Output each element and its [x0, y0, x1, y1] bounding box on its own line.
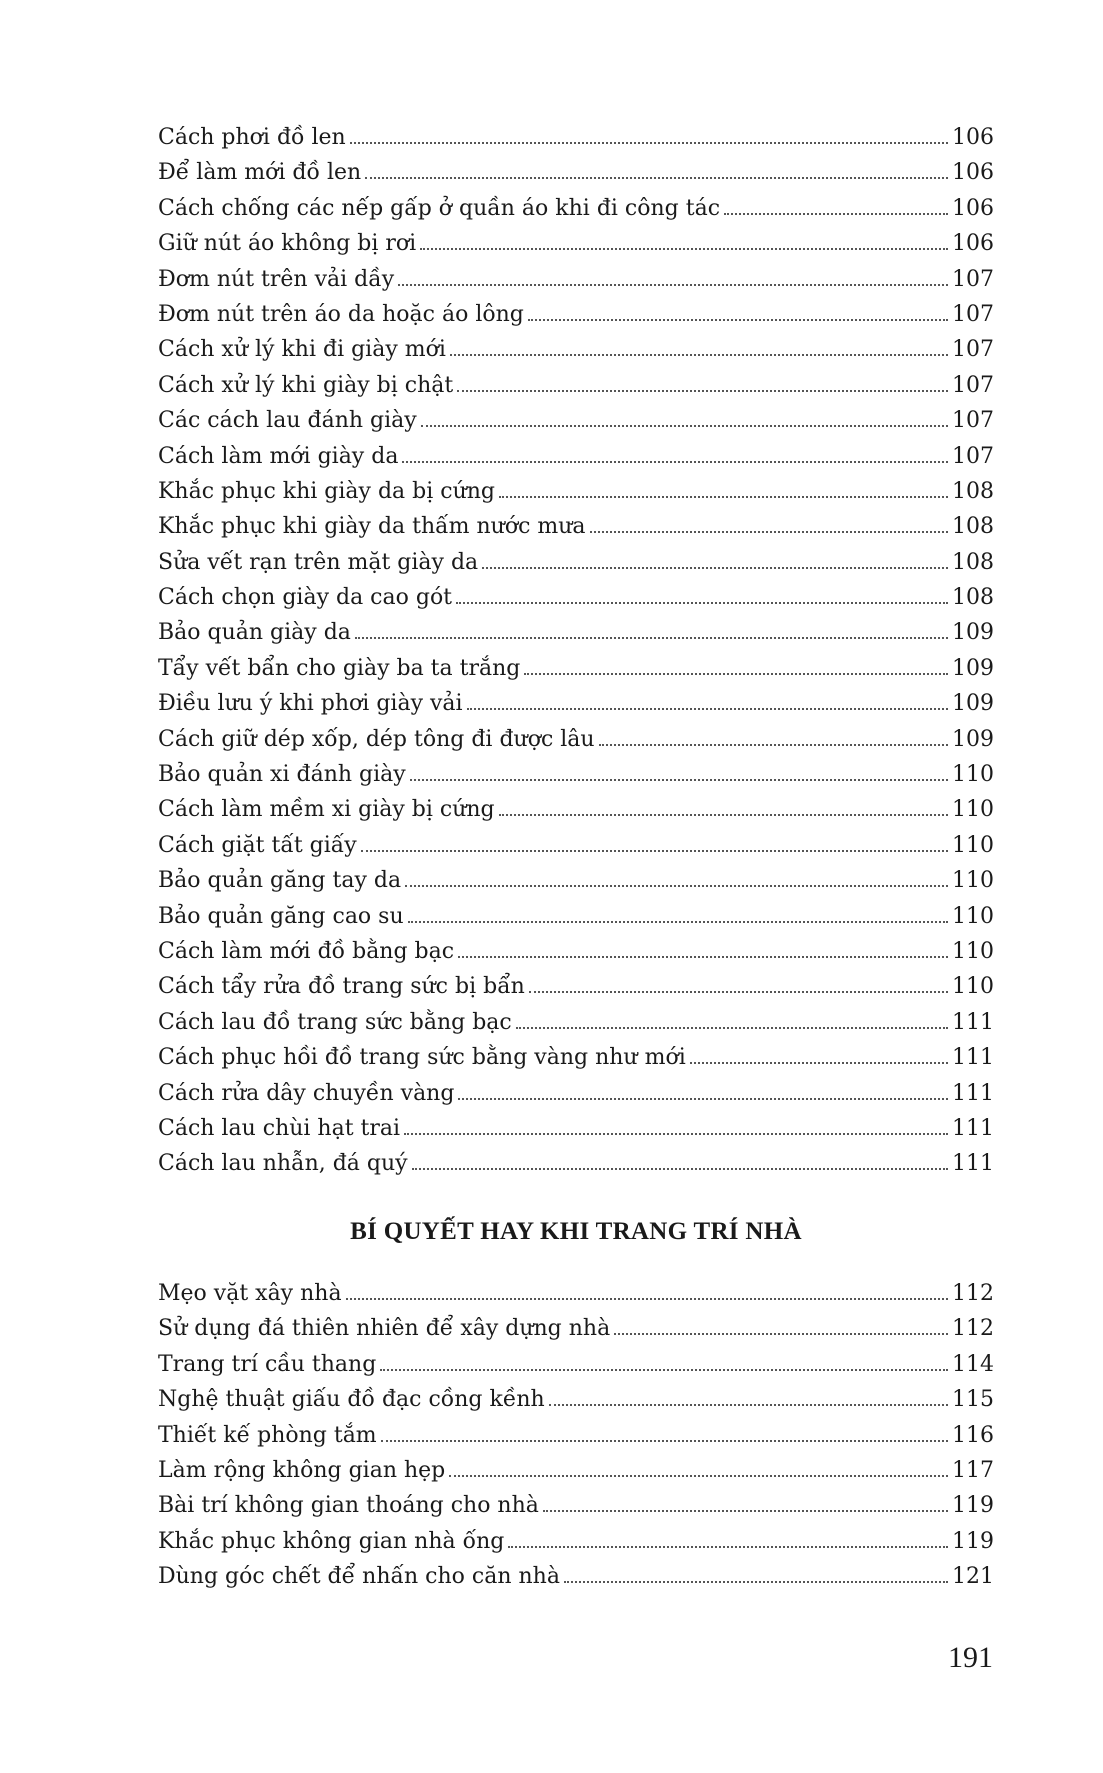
toc-entry	[158, 969, 994, 1004]
table-of-contents-part-2	[158, 1276, 994, 1595]
toc-entry-title: Để làm mới đồ len	[158, 160, 362, 186]
dot-leader	[456, 602, 948, 604]
toc-entry-title: Cách phơi đồ len	[158, 125, 346, 150]
toc-entry-page: 111	[952, 1080, 994, 1106]
toc-entry	[158, 1311, 994, 1346]
toc-entry	[158, 686, 994, 721]
toc-entry-page: 119	[952, 1493, 994, 1519]
toc-entry	[158, 934, 994, 969]
toc-entry-page: 106	[952, 195, 994, 221]
toc-entry	[158, 1347, 994, 1382]
toc-entry	[158, 1488, 994, 1523]
toc-entry	[158, 1418, 994, 1453]
toc-entry-page: 110	[952, 797, 994, 823]
toc-entry-title: Khắc phục khi giày da bị cứng	[158, 478, 496, 504]
dot-leader	[346, 1298, 948, 1300]
toc-entry-page: 107	[952, 301, 994, 327]
dot-leader	[599, 744, 948, 746]
toc-entry-title: Sử dụng đá thiên nhiên để xây dựng nhà	[158, 1316, 611, 1342]
toc-entry-page: 106	[952, 125, 994, 150]
toc-entry-page: 108	[952, 549, 994, 575]
toc-entry-title: Điều lưu ý khi phơi giày vải	[158, 691, 463, 717]
toc-entry-title: Cách làm mềm xi giày bị cứng	[158, 797, 495, 823]
toc-entry-title: Bảo quản găng tay da	[158, 868, 402, 894]
toc-entry-page: 114	[952, 1351, 994, 1377]
toc-entry	[158, 226, 994, 261]
toc-entry	[158, 1524, 994, 1559]
toc-entry-title: Khắc phục không gian nhà ống	[158, 1528, 505, 1554]
dot-leader	[482, 567, 948, 569]
toc-entry-page: 110	[952, 974, 994, 1000]
dot-leader	[404, 1133, 948, 1135]
toc-entry-page: 106	[952, 160, 994, 186]
toc-entry-page: 111	[952, 1151, 994, 1177]
toc-entry	[158, 120, 994, 155]
toc-entry	[158, 1146, 994, 1181]
toc-entry-title: Cách chọn giày da cao gót	[158, 585, 453, 611]
toc-entry-title: Giữ nút áo không bị rơi	[158, 231, 417, 257]
toc-entry	[158, 651, 994, 686]
toc-entry-page: 108	[952, 585, 994, 611]
toc-entry	[158, 509, 994, 544]
toc-entry-title: Cách phục hồi đồ trang sức bằng vàng như mới	[158, 1045, 686, 1071]
toc-entry-title: Cách xử lý khi giày bị chật	[158, 372, 454, 398]
toc-entry-page: 107	[952, 372, 994, 398]
table-of-contents-part-1	[158, 120, 994, 1182]
dot-leader	[365, 177, 948, 179]
dot-leader	[361, 850, 948, 852]
toc-entry	[158, 403, 994, 438]
toc-entry	[158, 899, 994, 934]
section-heading: BÍ QUYẾT HAY KHI TRANG TRÍ NHÀ	[350, 1218, 802, 1245]
dot-leader	[590, 531, 948, 533]
toc-entry	[158, 1276, 994, 1311]
toc-entry-page: 111	[952, 1009, 994, 1035]
dot-leader	[690, 1062, 948, 1064]
toc-entry-page: 116	[952, 1422, 994, 1448]
toc-entry-page: 119	[952, 1528, 994, 1554]
toc-entry	[158, 545, 994, 580]
toc-entry-title: Bảo quản giày da	[158, 620, 351, 646]
toc-entry	[158, 368, 994, 403]
dot-leader	[614, 1333, 948, 1335]
toc-entry	[158, 722, 994, 757]
dot-leader	[381, 1440, 948, 1442]
toc-entry-page: 115	[952, 1387, 994, 1413]
toc-entry-page: 106	[952, 231, 994, 257]
dot-leader	[529, 991, 948, 993]
dot-leader	[405, 885, 948, 887]
toc-entry	[158, 1559, 994, 1594]
toc-entry-page: 109	[952, 620, 994, 646]
toc-entry	[158, 757, 994, 792]
dot-leader	[408, 921, 948, 923]
dot-leader	[355, 637, 948, 639]
toc-entry-title: Sửa vết rạn trên mặt giày da	[158, 549, 479, 575]
toc-entry	[158, 262, 994, 297]
toc-entry-title: Bảo quản xi đánh giày	[158, 762, 406, 788]
toc-entry	[158, 332, 994, 367]
dot-leader	[499, 814, 948, 816]
toc-entry-page: 108	[952, 514, 994, 540]
toc-entry	[158, 474, 994, 509]
dot-leader	[508, 1546, 948, 1548]
toc-entry-page: 111	[952, 1045, 994, 1071]
toc-entry-title: Trang trí cầu thang	[158, 1351, 377, 1377]
toc-entry-title: Khắc phục khi giày da thấm nước mưa	[158, 514, 586, 540]
dot-leader	[549, 1404, 948, 1406]
toc-entry-page: 109	[952, 726, 994, 752]
dot-leader	[412, 1168, 948, 1170]
toc-entry-title: Bài trí không gian thoáng cho nhà	[158, 1493, 539, 1519]
dot-leader	[458, 956, 948, 958]
toc-entry-page: 110	[952, 762, 994, 788]
toc-entry	[158, 1382, 994, 1417]
toc-entry-page: 112	[952, 1316, 994, 1342]
toc-entry-page: 107	[952, 266, 994, 292]
toc-entry-title: Cách tẩy rửa đồ trang sức bị bẩn	[158, 974, 525, 1000]
toc-entry-page: 108	[952, 478, 994, 504]
dot-leader	[467, 708, 948, 710]
toc-entry-title: Đơm nút trên áo da hoặc áo lông	[158, 301, 524, 327]
dot-leader	[458, 1098, 948, 1100]
dot-leader	[457, 390, 948, 392]
toc-entry	[158, 297, 994, 332]
dot-leader	[499, 496, 948, 498]
dot-leader	[410, 779, 948, 781]
toc-entry-title: Cách lau đồ trang sức bằng bạc	[158, 1009, 512, 1035]
toc-entry-title: Các cách lau đánh giày	[158, 408, 417, 434]
toc-entry-page: 111	[952, 1115, 994, 1141]
toc-entry-title: Nghệ thuật giấu đồ đạc cồng kềnh	[158, 1387, 545, 1413]
toc-entry	[158, 155, 994, 190]
toc-entry	[158, 1040, 994, 1075]
toc-entry	[158, 1453, 994, 1488]
toc-entry-page: 110	[952, 938, 994, 964]
toc-entry-title: Bảo quản găng cao su	[158, 903, 404, 929]
toc-entry	[158, 1111, 994, 1146]
toc-entry-title: Đơm nút trên vải dầy	[158, 266, 395, 292]
toc-entry-page: 107	[952, 408, 994, 434]
dot-leader	[420, 248, 948, 250]
toc-entry-page: 109	[952, 691, 994, 717]
toc-entry-title: Cách xử lý khi đi giày mới	[158, 337, 446, 363]
toc-entry	[158, 615, 994, 650]
toc-entry-title: Làm rộng không gian hẹp	[158, 1457, 446, 1483]
toc-entry-title: Cách rửa dây chuyền vàng	[158, 1080, 455, 1106]
toc-entry-title: Cách làm mới đồ bằng bạc	[158, 938, 455, 964]
dot-leader	[528, 319, 948, 321]
toc-entry-title: Cách lau nhẫn, đá quý	[158, 1151, 408, 1177]
toc-entry-title: Mẹo vặt xây nhà	[158, 1281, 342, 1306]
toc-entry	[158, 792, 994, 827]
toc-entry-title: Cách làm mới giày da	[158, 443, 399, 469]
dot-leader	[450, 354, 948, 356]
dot-leader	[724, 213, 948, 215]
toc-entry	[158, 191, 994, 226]
toc-entry	[158, 1005, 994, 1040]
page-number: 191	[948, 1641, 993, 1674]
toc-entry-title: Dùng góc chết để nhấn cho căn nhà	[158, 1564, 560, 1590]
toc-entry-page: 121	[952, 1564, 994, 1590]
toc-entry-page: 107	[952, 443, 994, 469]
dot-leader	[398, 284, 948, 286]
toc-entry-page: 112	[952, 1281, 994, 1306]
dot-leader	[380, 1369, 948, 1371]
dot-leader	[543, 1510, 948, 1512]
toc-entry-page: 110	[952, 903, 994, 929]
toc-entry-page: 109	[952, 655, 994, 681]
dot-leader	[402, 461, 948, 463]
toc-entry-page: 110	[952, 832, 994, 858]
toc-entry-page: 110	[952, 868, 994, 894]
toc-entry	[158, 1076, 994, 1111]
toc-entry-title: Cách lau chùi hạt trai	[158, 1115, 401, 1141]
toc-entry-page: 107	[952, 337, 994, 363]
toc-entry	[158, 580, 994, 615]
dot-leader	[350, 142, 948, 144]
dot-leader	[449, 1475, 948, 1477]
dot-leader	[524, 673, 948, 675]
dot-leader	[516, 1027, 948, 1029]
dot-leader	[421, 425, 948, 427]
toc-entry-title: Thiết kế phòng tắm	[158, 1422, 377, 1448]
toc-entry	[158, 439, 994, 474]
toc-entry	[158, 863, 994, 898]
dot-leader	[564, 1581, 948, 1583]
toc-entry-title: Cách giặt tất giấy	[158, 832, 357, 858]
toc-entry-page: 117	[952, 1457, 994, 1483]
toc-entry-title: Cách chống các nếp gấp ở quần áo khi đi công tác	[158, 195, 721, 221]
toc-entry-title: Cách giữ dép xốp, dép tông đi được lâu	[158, 726, 595, 752]
toc-entry	[158, 828, 994, 863]
toc-entry-title: Tẩy vết bẩn cho giày ba ta trắng	[158, 655, 521, 681]
